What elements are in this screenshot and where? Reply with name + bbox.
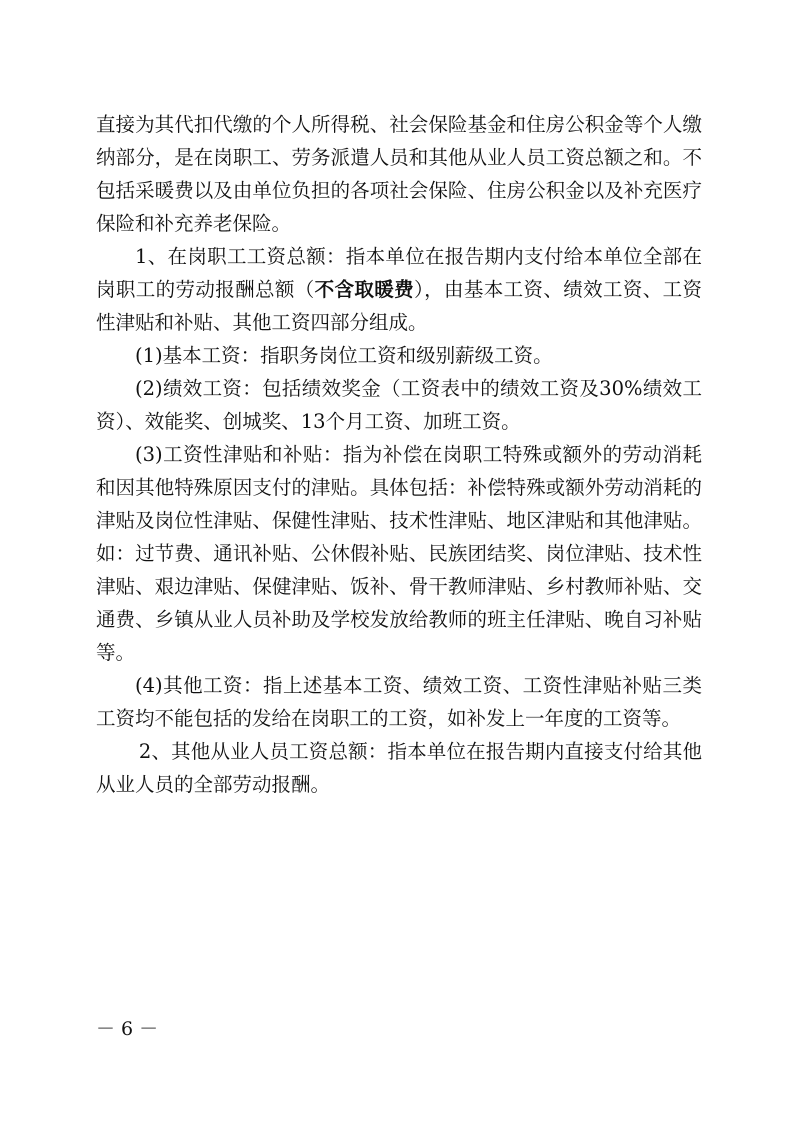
paragraph-allowances-subsidies: (3)工资性津贴和补贴：指为补偿在岗职工特殊或额外的劳动消耗和因其他特殊原因支付的津贴。具体包括：补偿特殊或额外劳动消耗的津贴及岗位性津贴、保健性津贴、技术性津贴、地区津贴和其他津贴。如：过节费、通讯补贴、公休假补贴、民族团结奖、岗位津贴、技术性津贴、艰边津贴、保健津贴、饭补、骨干教师津贴、乡村教师补贴、交通费、乡镇从业人员补助及学校发放给教师的班主任津贴、晚自习补贴等。 bbox=[96, 443, 702, 664]
paragraph-onsite-staff-wages bbox=[96, 240, 702, 339]
paragraph-text-start: 1、在岗职工工资总额：指本单位在报告期内支付给本单位全部在岗职工的劳动报酬总额（ bbox=[96, 245, 702, 301]
paragraph-continuation: 直接为其代扣代缴的个人所得税、社会保险基金和住房公积金等个人缴纳部分，是在岗职工、劳务派遣人员和其他从业人员工资总额之和。不包括采暖费以及由单位负担的各项社会保险、住房公积金以及补充医疗保险和补充养老保险。 bbox=[96, 113, 702, 235]
paragraph-other-employees-wages: 2、其他从业人员工资总额：指本单位在报告期内直接支付给其他从业人员的全部劳动报酬。 bbox=[96, 740, 702, 796]
paragraph-basic-wage: (1)基本工资：指职务岗位工资和级别薪级工资。 bbox=[135, 344, 553, 367]
page-number: － 6 － bbox=[96, 1018, 159, 1040]
paragraph-other-wages: (4)其他工资：指上述基本工资、绩效工资、工资性津贴补贴三类工资均不能包括的发给在岗职工的工资，如补发上一年度的工资等。 bbox=[96, 674, 702, 730]
paragraph-text-end: ），由基本工资、绩效工资、工资性津贴和补贴、其他工资四部分组成。 bbox=[96, 278, 702, 334]
paragraph-performance-wage: (2)绩效工资：包括绩效奖金（工资表中的绩效工资及30%绩效工资）、效能奖、创城奖、13个月工资、加班工资。 bbox=[96, 377, 702, 433]
document-body bbox=[96, 108, 702, 801]
bold-note-heating-fee: 不含取暖费 bbox=[314, 278, 414, 301]
